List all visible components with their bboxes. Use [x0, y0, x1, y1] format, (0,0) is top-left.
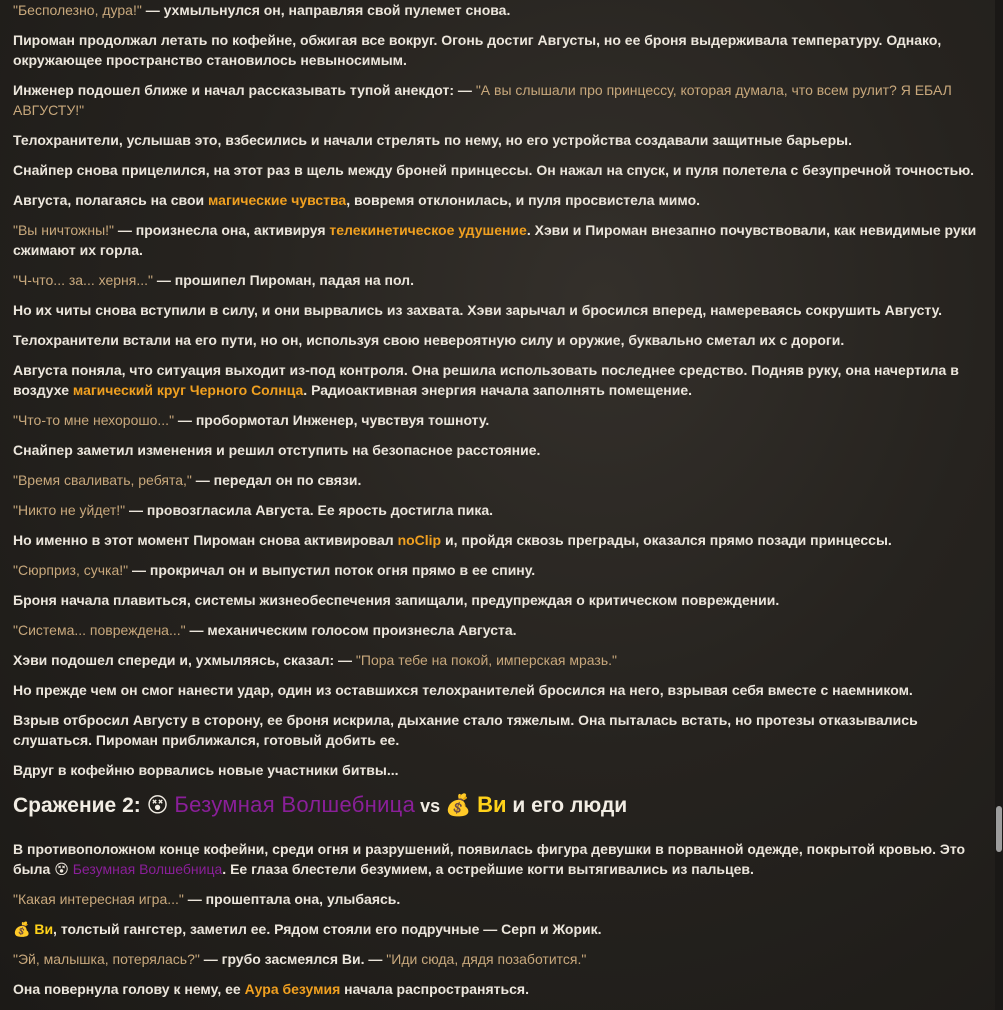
quote: "Эй, малышка, потерялась?"	[13, 951, 200, 967]
paragraph	[13, 470, 988, 490]
narration: — произнесла она, активируя	[114, 222, 330, 238]
narration: . Радиоактивная энергия начала заполнять помещение.	[303, 382, 693, 398]
paragraph: Взрыв отбросил Августу в сторону, ее броня искрила, дыхание стало тяжелым. Она пыталась встать, но протезы отказывались слушаться. Пироман приближался, готовый добить ее.	[13, 712, 918, 748]
narration: . Ее глаза блестели безумием, а острейшие когти вытягивались из пальцев.	[222, 861, 754, 877]
quote: "Какая интересная игра..."	[13, 891, 184, 907]
paragraph: Пироман продолжал летать по кофейне, обжигая все вокруг. Огонь достиг Августы, но ее броня выдерживала температуру. Однако, окружающее пространство становилось невыносимым.	[13, 32, 942, 68]
paragraph	[13, 889, 988, 909]
quote: "Пора тебе на покой, имперская мразь."	[355, 652, 617, 668]
paragraph	[13, 220, 988, 260]
narration: — прокричал он и выпустил поток огня прямо в ее спину.	[128, 562, 536, 578]
heading-suffix: и его люди	[506, 794, 628, 817]
paragraph: Телохранители встали на его пути, но он, используя свою невероятную силу и оружие, буквально сметал их с дороги.	[13, 332, 845, 348]
section-heading	[13, 790, 988, 821]
vi-name: Ви	[34, 921, 54, 937]
paragraph	[13, 80, 988, 120]
narration: и, пройдя сквозь преграды, оказался прямо позади принцессы.	[441, 532, 892, 548]
paragraph: Вдруг в кофейню ворвались новые участники битвы...	[13, 762, 399, 778]
quote: "Вы ничтожны!"	[13, 222, 115, 238]
paragraph	[13, 919, 988, 939]
paragraph	[13, 270, 988, 290]
scrollbar-thumb[interactable]	[996, 806, 1002, 852]
quote: "Ч-что... за... херня..."	[13, 272, 153, 288]
paragraph: Снайпер заметил изменения и решил отступить на безопасное расстояние.	[13, 442, 541, 458]
paragraph	[13, 0, 988, 20]
narration: — ухмыльнулся он, направляя свой пулемет снова.	[141, 2, 511, 18]
mad-witch-name: Безумная Волшебница	[174, 792, 416, 817]
paragraph	[13, 949, 988, 969]
narration: Она повернула голову к нему, ее	[13, 981, 245, 997]
quote: "Иди сюда, дядя позаботится."	[386, 951, 587, 967]
ability-highlight: noClip	[397, 532, 442, 548]
paragraph	[13, 650, 988, 670]
narration: Августа поняла, что ситуация выходит из-под контроля. Она решила использовать последнее средство. Подняв руку, она начертила в воздухе	[13, 362, 959, 398]
heading-prefix: Сражение 2:	[13, 794, 147, 817]
vi-name: Ви	[477, 792, 507, 817]
narration: — прошипел Пироман, падая на пол.	[153, 272, 414, 288]
paragraph: Телохранители, услышав это, взбесились и начали стрелять по нему, но его устройства создавали защитные барьеры.	[13, 132, 852, 148]
paragraph	[13, 190, 988, 210]
narration: . Хэви и Пироман внезапно почувствовали, как невидимые руки сжимают их горла.	[13, 222, 977, 258]
narration: Августа, полагаясь на свои	[13, 192, 208, 208]
quote: "Система... повреждена..."	[13, 622, 186, 638]
narration: — провозгласила Августа. Ее ярость достигла пика.	[125, 502, 494, 518]
paragraph	[13, 979, 988, 999]
quote: "Время сваливать, ребята,"	[13, 472, 192, 488]
quote: "Сюрприз, сучка!"	[13, 562, 129, 578]
narration: — механическим голосом произнесла Августа.	[185, 622, 517, 638]
ability-highlight: магический круг Черного Солнца	[72, 382, 304, 398]
narration: — прошептала она, улыбаясь.	[183, 891, 401, 907]
dizzy-face-icon: 😵	[146, 794, 169, 817]
paragraph	[13, 530, 988, 550]
scrollbar-track[interactable]	[995, 0, 1003, 1010]
paragraph: Но прежде чем он смог нанести удар, один из оставшихся телохранителей бросился на него, взрывая себя вместе с наемником.	[13, 682, 913, 698]
quote: "А вы слышали про принцессу, которая думала, что всем рулит? Я ЕБАЛ АВГУСТУ!"	[13, 82, 952, 118]
paragraph	[13, 560, 988, 580]
narration: , вовремя отклонилась, и пуля просвистела мимо.	[346, 192, 701, 208]
ability-highlight: телекинетическое удушение	[329, 222, 527, 238]
dizzy-face-icon: 😵	[54, 861, 69, 877]
narration: Хэви подошел спереди и, ухмыляясь, сказал: —	[13, 652, 356, 668]
quote: "Что-то мне нехорошо..."	[13, 412, 175, 428]
paragraph: Снайпер снова прицелился, на этот раз в щель между броней принцессы. Он нажал на спуск, и пуля полетела с безупречной точностью.	[13, 162, 975, 178]
ability-highlight: Аура безумия	[244, 981, 341, 997]
narration: Но именно в этот момент Пироман снова активировал	[13, 532, 398, 548]
versus-label: vs	[415, 796, 446, 816]
narration: Инженер подошел ближе и начал рассказывать тупой анекдот: —	[13, 82, 476, 98]
mad-witch-name: Безумная Волшебница	[72, 861, 223, 877]
paragraph	[13, 410, 988, 430]
paragraph: Но их читы снова вступили в силу, и они вырвались из захвата. Хэви зарычал и бросился вперед, намереваясь сокрушить Августу.	[13, 302, 943, 318]
story-content	[13, 0, 988, 1009]
narration: — передал он по связи.	[191, 472, 362, 488]
paragraph	[13, 839, 988, 879]
money-bag-icon: 💰	[445, 794, 472, 817]
quote: "Бесполезно, дура!"	[13, 2, 142, 18]
paragraph	[13, 500, 988, 520]
paragraph	[13, 620, 988, 640]
paragraph: Броня начала плавиться, системы жизнеобеспечения запищали, предупреждая о критическом повреждении.	[13, 592, 780, 608]
quote: "Никто не уйдет!"	[13, 502, 126, 518]
narration: , толстый гангстер, заметил ее. Рядом стояли его подручные — Серп и Жорик.	[53, 921, 602, 937]
paragraph	[13, 360, 988, 400]
narration: — пробормотал Инженер, чувствуя тошноту.	[174, 412, 490, 428]
narration: — грубо засмеялся Ви. —	[199, 951, 387, 967]
money-bag-icon: 💰	[13, 921, 31, 937]
narration: В противоположном конце кофейни, среди огня и разрушений, появилась фигура девушки в порванной одежде, покрытой кровью. Это была	[13, 841, 966, 877]
narration: начала распространяться.	[340, 981, 529, 997]
ability-highlight: магические чувства	[208, 192, 347, 208]
